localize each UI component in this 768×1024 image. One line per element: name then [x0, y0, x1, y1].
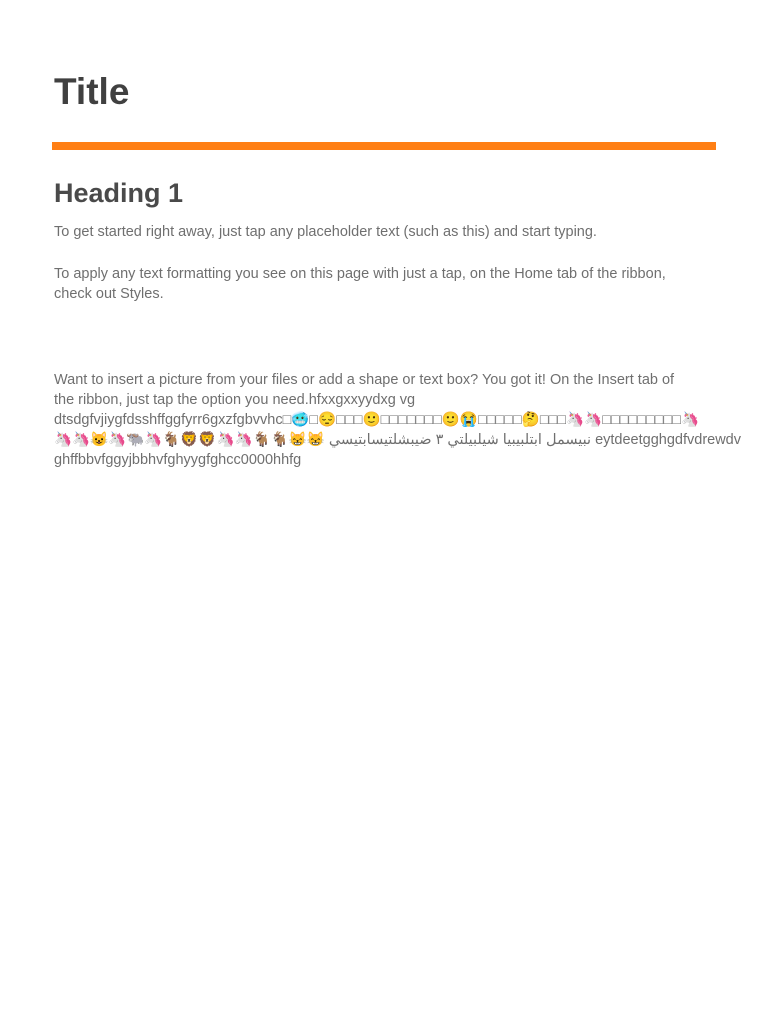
paragraph-line: 🦄🦄😺🦄🐃🦄🐐🦁🦁🦄🦄🐐🐐😸😸 نبيسمل ابتلبيبيا شيلبيلتي ٣ ضيبشلتيسابتيسي eytdeetgghgdfvdrewdv	[54, 432, 741, 448]
title-divider-rule	[52, 142, 716, 150]
heading-1[interactable]: Heading 1	[54, 178, 184, 208]
document-title[interactable]: Title	[54, 71, 130, 112]
paragraph-line: the ribbon, just tap the option you need.hfxxgxxyydxg vg	[54, 392, 416, 408]
paragraph-line: Want to insert a picture from your files or add a shape or text box? You got it! On the Insert tab of	[54, 372, 675, 388]
paragraph-line: ghffbbvfggyjbbhvfghyygfghcc0000hhfg	[54, 452, 302, 468]
paragraph-line: dtsdgfvjiygfdsshffggfyrr6gxzfgbvvhc□🥶□😔□□□🙂□□□□□□□🙂😭□□□□□🤔□□□🦄🦄□□□□□□□□□🦄	[54, 412, 700, 428]
paragraph-insert-tip[interactable]	[54, 370, 741, 470]
paragraph-placeholder-tip[interactable]: To get started right away, just tap any placeholder text (such as this) and start typing.	[54, 224, 597, 240]
paragraph-line: To apply any text formatting you see on this page with just a tap, on the Home tab of the ribbon,	[54, 266, 666, 282]
paragraph-formatting-tip[interactable]	[54, 264, 716, 304]
paragraph-line: check out Styles.	[54, 286, 164, 302]
